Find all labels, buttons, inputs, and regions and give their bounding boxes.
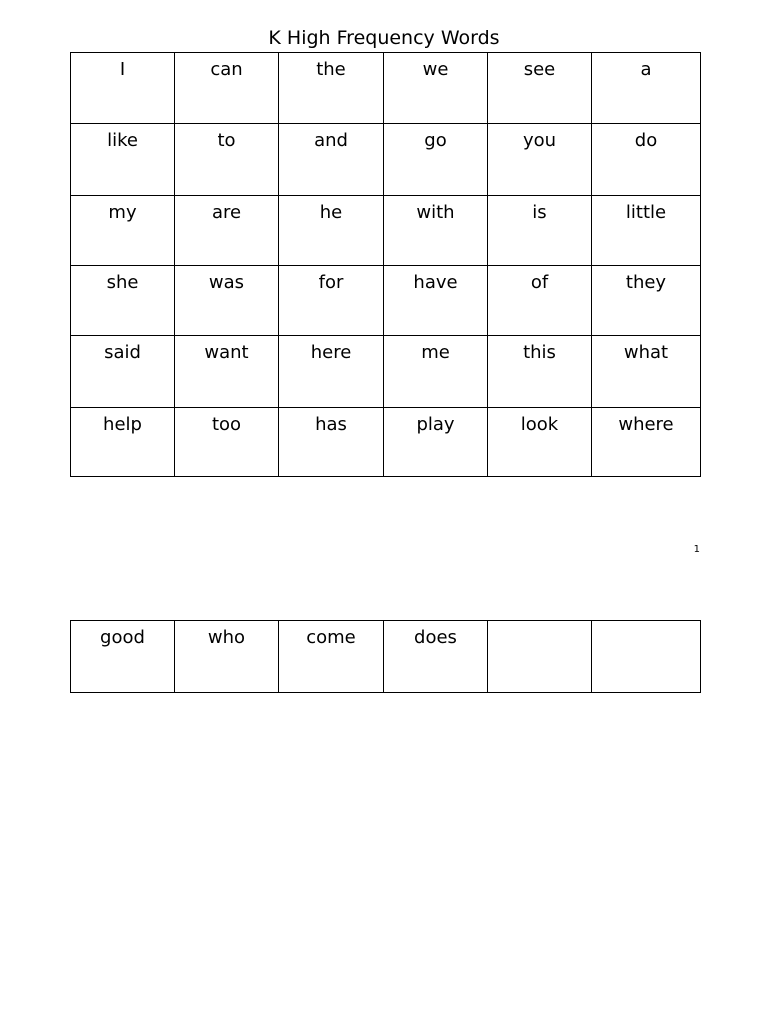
word-cell: go bbox=[384, 124, 488, 196]
word-cell: for bbox=[279, 266, 384, 336]
table-row bbox=[71, 621, 701, 693]
word-grid-page-2 bbox=[70, 620, 701, 693]
word-cell: do bbox=[592, 124, 701, 196]
word-cell: have bbox=[384, 266, 488, 336]
word-cell: the bbox=[279, 53, 384, 124]
word-cell: play bbox=[384, 408, 488, 477]
word-cell: she bbox=[71, 266, 175, 336]
word-cell: little bbox=[592, 196, 701, 266]
table-row bbox=[71, 124, 701, 196]
empty-cell bbox=[488, 621, 592, 693]
word-cell: want bbox=[175, 336, 279, 408]
word-cell: come bbox=[279, 621, 384, 693]
word-cell: see bbox=[488, 53, 592, 124]
word-cell: too bbox=[175, 408, 279, 477]
word-cell: what bbox=[592, 336, 701, 408]
word-cell: they bbox=[592, 266, 701, 336]
word-cell: with bbox=[384, 196, 488, 266]
word-cell: said bbox=[71, 336, 175, 408]
word-cell: does bbox=[384, 621, 488, 693]
word-cell: good bbox=[71, 621, 175, 693]
word-cell: help bbox=[71, 408, 175, 477]
table-row bbox=[71, 266, 701, 336]
word-cell: I bbox=[71, 53, 175, 124]
word-cell: like bbox=[71, 124, 175, 196]
word-cell: and bbox=[279, 124, 384, 196]
word-grid-page-1 bbox=[70, 52, 701, 477]
word-cell: a bbox=[592, 53, 701, 124]
word-cell: look bbox=[488, 408, 592, 477]
word-cell: this bbox=[488, 336, 592, 408]
word-cell: is bbox=[488, 196, 592, 266]
word-cell: me bbox=[384, 336, 488, 408]
word-cell: to bbox=[175, 124, 279, 196]
word-cell: has bbox=[279, 408, 384, 477]
table-row bbox=[71, 336, 701, 408]
word-cell: of bbox=[488, 266, 592, 336]
table-row bbox=[71, 53, 701, 124]
page-title: K High Frequency Words bbox=[268, 27, 500, 49]
word-cell: here bbox=[279, 336, 384, 408]
word-cell: my bbox=[71, 196, 175, 266]
table-row bbox=[71, 408, 701, 477]
word-cell: where bbox=[592, 408, 701, 477]
word-cell: he bbox=[279, 196, 384, 266]
table-row bbox=[71, 196, 701, 266]
word-cell: we bbox=[384, 53, 488, 124]
word-cell: you bbox=[488, 124, 592, 196]
word-cell: who bbox=[175, 621, 279, 693]
word-cell: was bbox=[175, 266, 279, 336]
page-number: 1 bbox=[693, 544, 700, 555]
word-cell: can bbox=[175, 53, 279, 124]
empty-cell bbox=[592, 621, 701, 693]
word-cell: are bbox=[175, 196, 279, 266]
